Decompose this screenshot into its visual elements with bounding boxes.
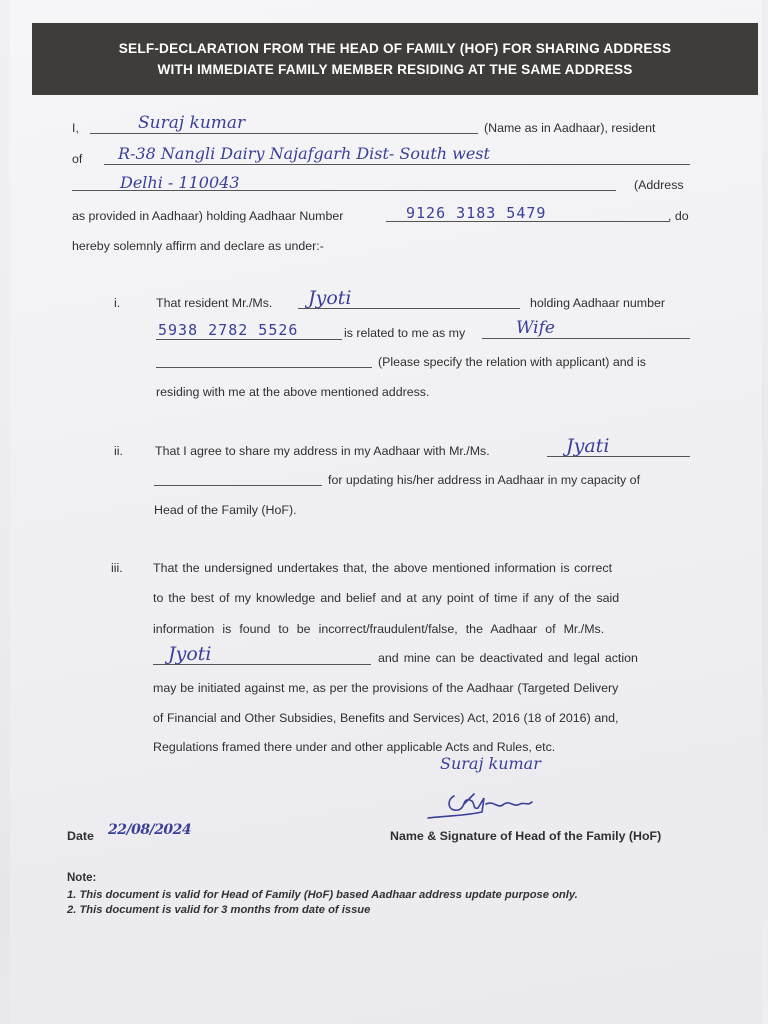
clause-2-text-c: Head of the Family (HoF).: [154, 503, 297, 517]
clause-2-text-b: for updating his/her address in Aadhaar in my capacity of: [328, 473, 641, 487]
clause-3-text-g: Regulations framed there under and other applicable Acts and Rules, etc.: [153, 740, 556, 754]
i-label: I,: [72, 121, 79, 135]
clause-1-number: i.: [114, 296, 121, 310]
affirm-text: hereby solemnly affirm and declare as under:-: [72, 239, 324, 253]
name-suffix: (Name as in Aadhaar), resident: [484, 121, 656, 135]
clause-3-text-b: to the best of my knowledge and belief and at any point of time if any of the said: [153, 591, 620, 605]
share-name-handwritten: Jyati: [566, 435, 610, 457]
address-suffix: (Address: [634, 178, 684, 192]
clause-2-text-a: That I agree to share my address in my Aadhaar with Mr./Ms.: [155, 444, 490, 458]
undertake-name-handwritten: Jyoti: [168, 643, 212, 665]
printed-name-handwritten: Suraj kumar: [440, 754, 541, 773]
share-name-line-2: [154, 485, 322, 486]
clause-3-number: iii.: [111, 561, 123, 575]
note-1: 1. This document is valid for Head of Family (HoF) based Aadhaar address update purpose only.: [67, 889, 578, 901]
clause-3-text-d: and mine can be deactivated and legal action: [378, 651, 638, 665]
clause-1-text-a: That resident Mr./Ms.: [156, 296, 273, 310]
clause-3-text-e: may be initiated against me, as per the provisions of the Aadhaar (Targeted Delivery: [153, 681, 619, 695]
date-handwritten: 22/08/2024: [108, 822, 192, 838]
clause-2-number: ii.: [114, 444, 123, 458]
aadhaar-suffix: , do: [668, 209, 689, 223]
form-title: [32, 23, 758, 95]
clause-1-text-b: holding Aadhaar number: [530, 296, 666, 310]
clause-1-text-e: residing with me at the above mentioned address.: [156, 385, 430, 399]
relation-line-2: [156, 367, 372, 368]
name-line: [90, 133, 478, 134]
clause-3-text-f: of Financial and Other Subsidies, Benefits and Services) Act, 2016 (18 of 2016) and,: [153, 711, 619, 725]
resident-aadhaar-line: [156, 339, 342, 340]
address-line-1: [104, 164, 690, 165]
note-2: 2. This document is valid for 3 months from date of issue: [67, 904, 371, 916]
address-handwritten-1: R-38 Nangli Dairy Najafgarh Dist- South west: [118, 144, 490, 163]
hof-aadhaar-handwritten: 9126 3183 5479: [406, 204, 547, 222]
clause-1-text-c: is related to me as my: [344, 326, 466, 340]
relation-line: [482, 338, 690, 339]
form-title-line1: SELF-DECLARATION FROM THE HEAD OF FAMILY (HOF) FOR SHARING ADDRESS: [118, 41, 672, 56]
relation-handwritten: Wife: [516, 318, 555, 338]
clause-3-text-c: information is found to be incorrect/fraudulent/false, the Aadhaar of Mr./Ms.: [153, 622, 605, 636]
resident-aadhaar-handwritten: 5938 2782 5526: [158, 321, 299, 339]
signature-icon: [424, 790, 536, 824]
clause-1-text-d: (Please specify the relation with applicant) and is: [378, 355, 646, 369]
clause-3-text-a: That the undersigned undertakes that, the above mentioned information is correct: [153, 561, 613, 575]
form-title-line2: WITH IMMEDIATE FAMILY MEMBER RESIDING AT THE SAME ADDRESS: [157, 62, 633, 77]
resident-name-handwritten: Jyoti: [308, 287, 352, 309]
hof-name-handwritten: Suraj kumar: [138, 113, 246, 133]
aadhaar-prefix: as provided in Aadhaar) holding Aadhaar Number: [72, 209, 344, 223]
of-label: of: [72, 152, 83, 166]
address-handwritten-2: Delhi - 110043: [120, 173, 240, 192]
note-title: Note:: [67, 872, 97, 884]
date-label: Date: [67, 829, 94, 843]
signature-label: Name & Signature of Head of the Family (HoF): [390, 829, 662, 843]
